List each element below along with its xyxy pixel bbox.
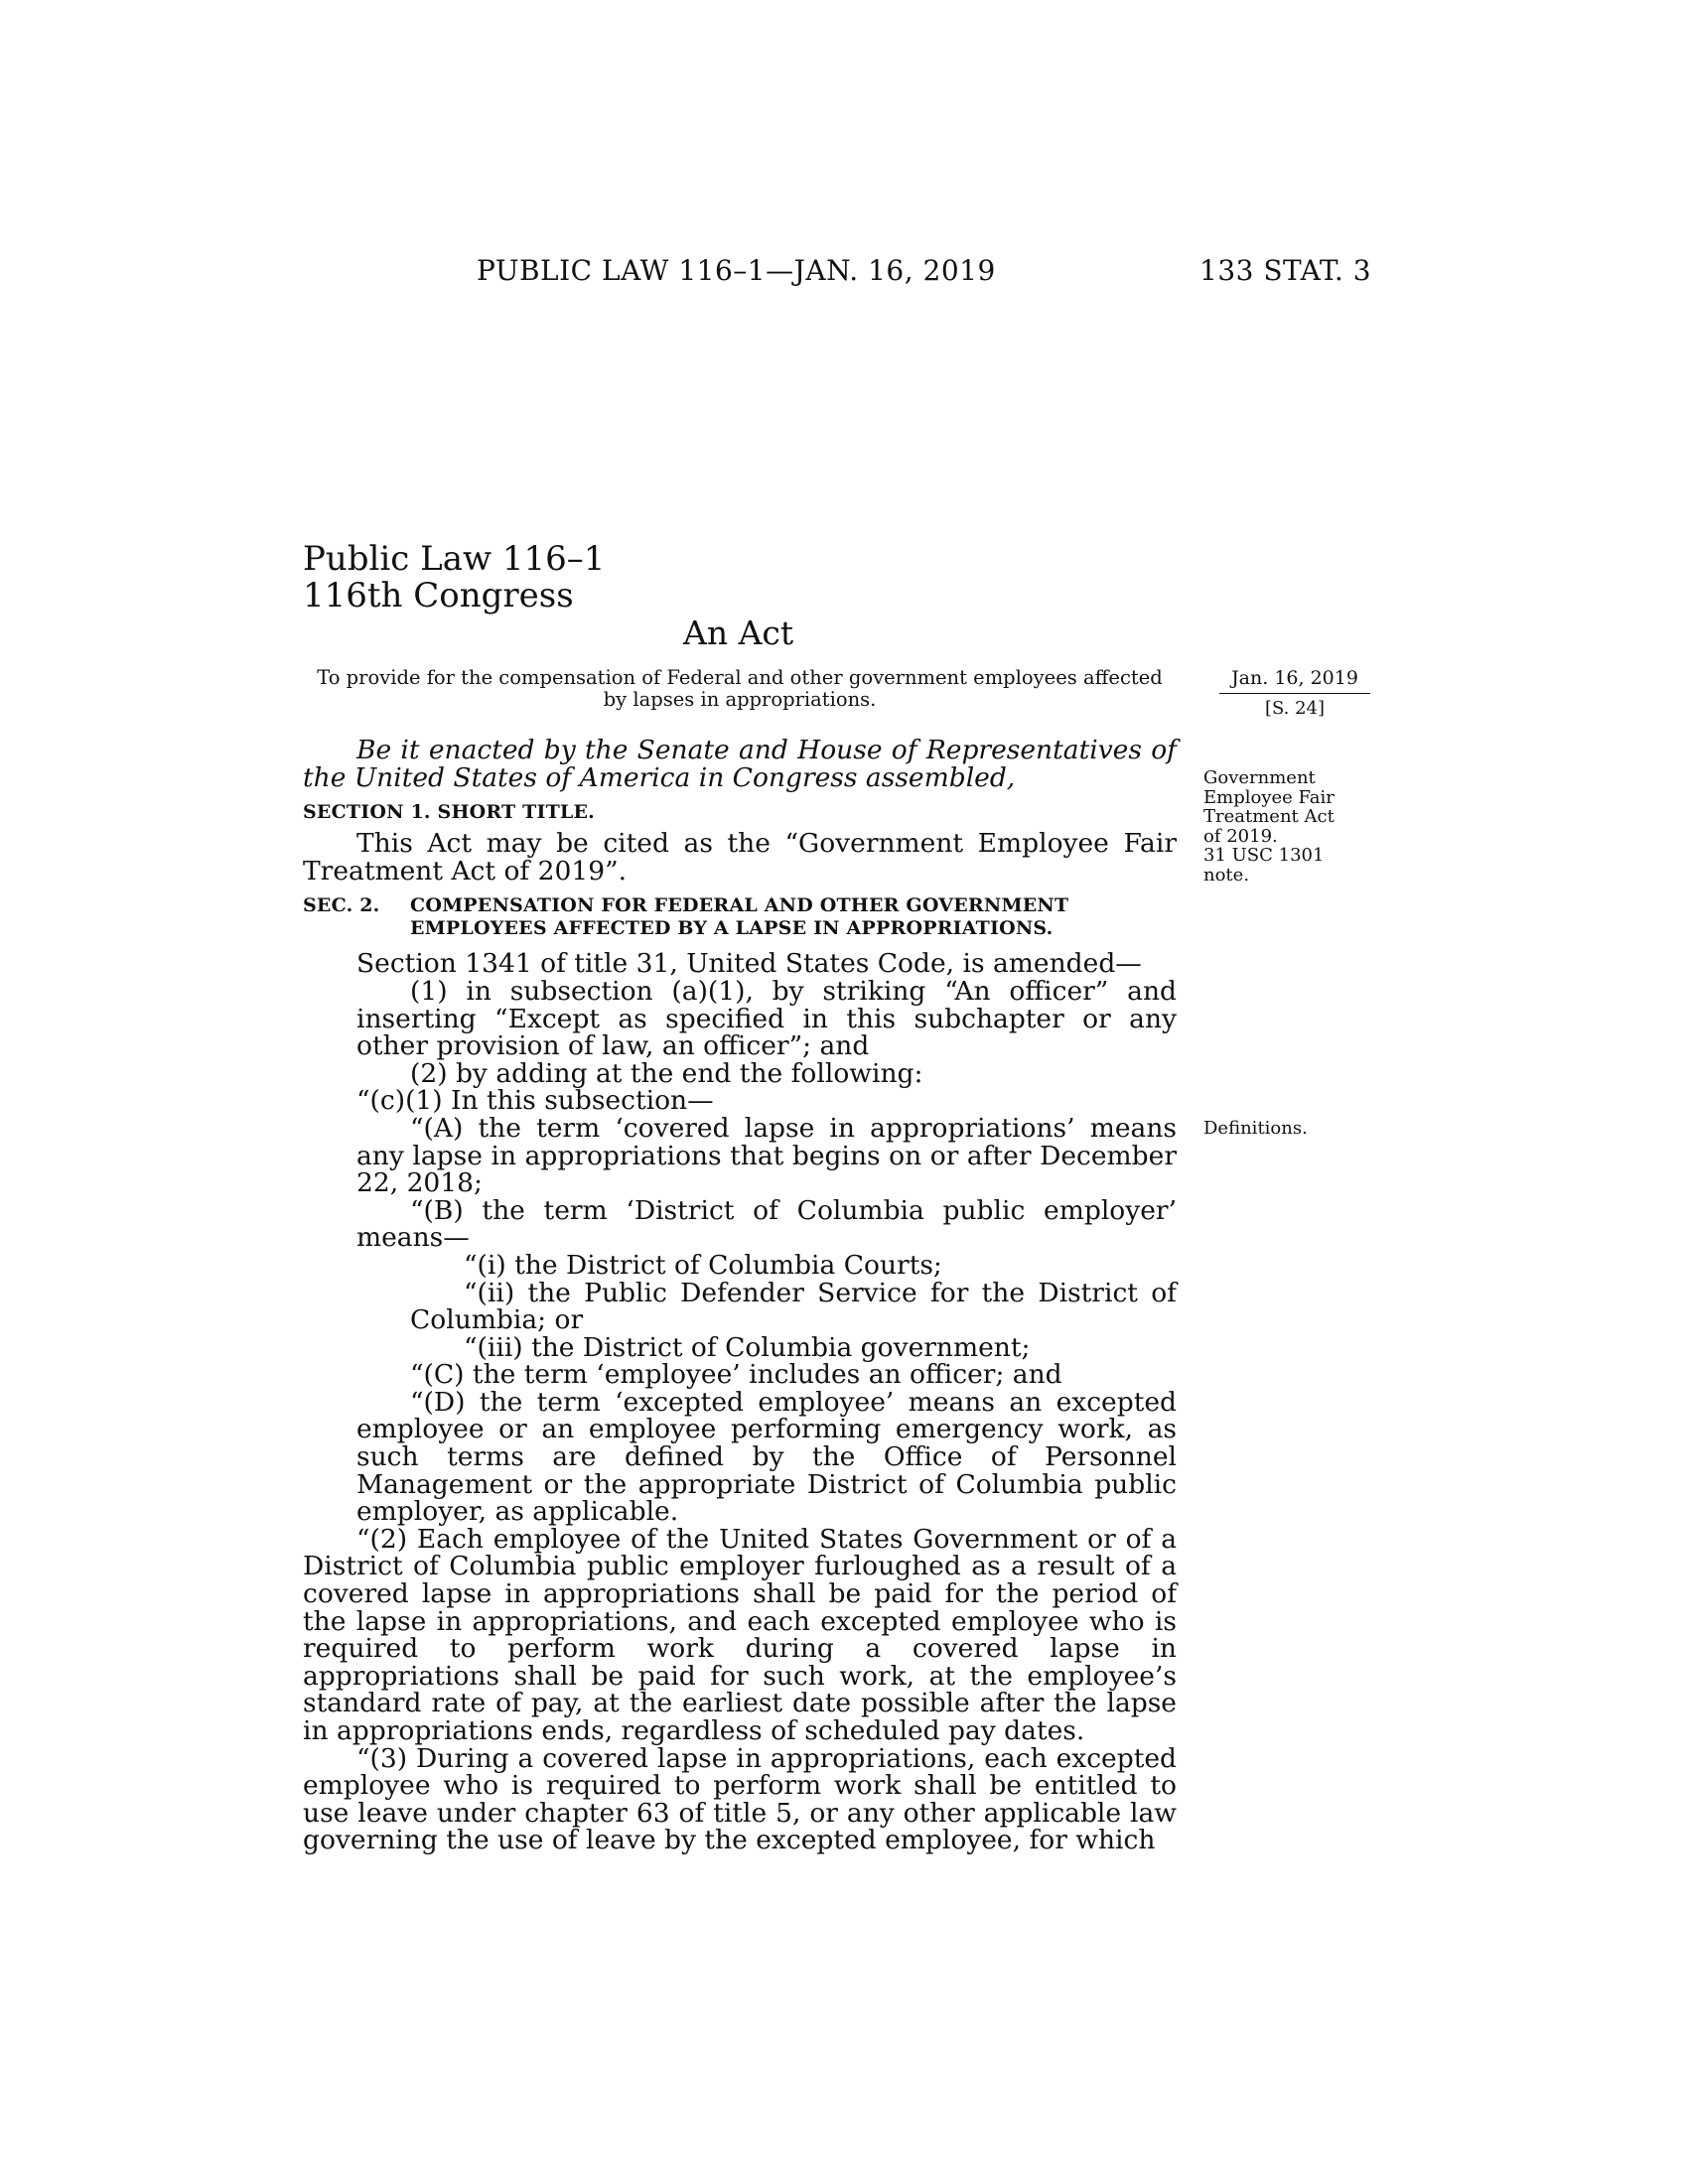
section-2-label: SEC. 2. <box>303 894 380 917</box>
sidenote-line: Government <box>1203 767 1316 788</box>
margin-rule <box>1219 693 1370 694</box>
section-1-text: This Act may be cited as the “Government Employee Fair Treatment Act of 2019”. <box>303 828 1177 887</box>
sidenote-line: note. <box>1203 864 1250 886</box>
subparagraph-B: “(B) the term ‘District of Columbia public employer’ means— <box>356 1194 1177 1254</box>
clause-iii: “(iii) the District of Columbia government; <box>464 1331 1031 1363</box>
act-body <box>303 737 1177 1854</box>
section-2-heading <box>303 894 1177 940</box>
enactment-date: Jan. 16, 2019 <box>1231 667 1358 689</box>
amendment-paragraph-2: (2) by adding at the end the following: <box>410 1057 923 1089</box>
public-law-number: Public Law 116–1 <box>303 539 606 579</box>
sidenote-line: 31 USC 1301 <box>1203 845 1325 866</box>
sidenote-short-title <box>1203 768 1382 885</box>
clause-i: “(i) the District of Columbia Courts; <box>464 1249 942 1281</box>
sidenote-line: Treatment Act <box>1203 806 1335 827</box>
enacting-clause: Be it enacted by the Senate and House of Representatives of the United States of America in Congress assembled, <box>303 735 1177 793</box>
amendment-intro: Section 1341 of title 31, United States Code, is amended— <box>356 948 1142 980</box>
amendment-paragraph-1: (1) in subsection (a)(1), by striking “An officer” and inserting “Except as specified in this subchapter or any other provision of law, an officer”; and <box>356 975 1177 1062</box>
act-heading: An Act <box>683 614 794 652</box>
congress-label: 116th Congress <box>303 576 574 615</box>
running-head: PUBLIC LAW 116–1—JAN. 16, 2019 <box>477 254 996 287</box>
sidenote-line: of 2019. <box>1203 825 1278 847</box>
subsection-c-1: “(c)(1) In this subsection— <box>356 1085 714 1117</box>
sidenote-line: Employee Fair <box>1203 786 1335 808</box>
bill-number: [S. 24] <box>1264 698 1326 719</box>
margin-date-block <box>1219 667 1370 720</box>
paragraph-c-2: “(2) Each employee of the United States Government or of a District of Columbia public employer furloughed as a result of a covered lapse in appropriations shall be paid for the period of the lapse in appropriations, and each excepted employee who is required to perform work during a covered lapse in appropriations shall be paid for such work, at the employee’s standard rate of pay, at the earliest date possible after the lapse in appropriations ends, regardless of scheduled pay dates. <box>303 1523 1177 1746</box>
sidenote-definitions: Definitions. <box>1203 1118 1308 1139</box>
act-purpose: To provide for the compensation of Federal and other government employees affected by lapses in appropriations. <box>317 666 1163 711</box>
section-1-heading: SECTION 1. SHORT TITLE. <box>303 801 595 824</box>
section-2-title: COMPENSATION FOR FEDERAL AND OTHER GOVERNMENT EMPLOYEES AFFECTED BY A LAPSE IN APPROPRIATIONS. <box>410 894 1069 940</box>
subparagraph-D: “(D) the term ‘excepted employee’ means an excepted employee or an employee performing emergency work, as such terms are defined by the Office of Personnel Management or the appropriate District of Columbia public employer, as applicable. <box>356 1386 1177 1528</box>
subparagraph-C: “(C) the term ‘employee’ includes an officer; and <box>410 1359 1062 1391</box>
subparagraph-A: “(A) the term ‘covered lapse in appropriations’ means any lapse in appropriations that begins on or after December 22, 2018; <box>356 1112 1177 1199</box>
statute-page-reference: 133 STAT. 3 <box>1199 254 1372 287</box>
paragraph-c-3: “(3) During a covered lapse in appropriations, each excepted employee who is required to perform work shall be entitled to use leave under chapter 63 of title 5, or any other applicable law governing the use of leave by the excepted employee, for which <box>303 1742 1177 1856</box>
clause-ii: “(ii) the Public Defender Service for the District of Columbia; or <box>410 1277 1177 1336</box>
